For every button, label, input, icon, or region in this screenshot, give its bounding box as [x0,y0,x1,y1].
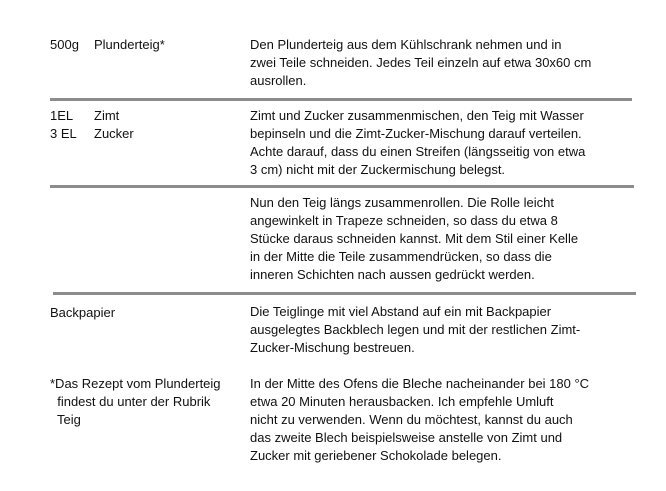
step-3 [250,194,630,284]
step-1 [250,36,630,90]
ingredient-quantity: 500g [50,37,79,52]
step-line: bepinseln und die Zimt-Zucker-Mischung darauf verteilen. [250,126,582,141]
ingredient-quantity: 1EL [50,108,74,123]
step-line: in der Mitte die Teile zusammendrücken, so dass die [250,249,552,264]
step-line: nicht zu verwenden. Wenn du möchtest, kannst du auch [250,412,573,427]
step-line: ausrollen. [250,73,307,88]
footnote-line: Teig [50,412,81,427]
ingredient-zimt [50,107,240,125]
step-line: etwa 20 Minuten herausbacken. Ich empfehle Umluft [250,394,554,409]
footnote [50,375,245,429]
section-divider [50,185,634,188]
section-divider [53,292,636,295]
step-line: zwei Teile schneiden. Jedes Teil einzeln auf etwa 30x60 cm [250,55,592,70]
step-line: das zweite Blech beispielsweise anstelle von Zimt und [250,430,563,445]
step-line: Zucker-Mischung bestreuen. [250,340,415,355]
footnote-line: findest du unter der Rubrik [50,394,211,409]
ingredient-name: Backpapier [50,305,116,320]
step-line: Achte darauf, dass du einen Streifen (längsseitig von etwa [250,144,586,159]
step-line: ausgelegtes Backblech legen und mit der restlichen Zimt- [250,322,581,337]
ingredient-plunderteig [50,36,240,54]
ingredient-group-2 [50,107,240,143]
ingredient-name: Zucker [94,126,134,141]
ingredient-quantity: 3 EL [50,126,77,141]
step-5 [250,375,630,465]
step-line: inneren Schichten nach aussen gedrückt werden. [250,267,535,282]
step-line: Zimt und Zucker zusammenmischen, den Teig mit Wasser [250,108,584,123]
ingredient-backpapier [50,304,240,322]
step-line: Den Plunderteig aus dem Kühlschrank nehmen und in [250,37,562,52]
step-line: Stücke daraus schneiden kannst. Mit dem Stil einer Kelle [250,231,579,246]
step-line: angewinkelt in Trapeze schneiden, so dass du etwa 8 [250,213,558,228]
step-line: Die Teiglinge mit viel Abstand auf ein mit Backpapier [250,304,552,319]
step-line: In der Mitte des Ofens die Bleche nacheinander bei 180 °C [250,376,590,391]
step-2 [250,107,630,179]
footnote-line: *Das Rezept vom Plunderteig [50,376,221,391]
section-divider [50,98,632,101]
step-line: 3 cm) nicht mit der Zuckermischung belegst. [250,162,506,177]
step-4 [250,303,630,357]
ingredient-name: Plunderteig* [94,37,165,52]
ingredient-group-4 [50,304,240,322]
ingredient-group-1 [50,36,240,54]
step-line: Zucker mit geriebener Schokolade belegen. [250,448,502,463]
step-line: Nun den Teig längs zusammenrollen. Die Rolle leicht [250,195,554,210]
ingredient-name: Zimt [94,108,120,123]
ingredient-zucker [50,125,240,143]
